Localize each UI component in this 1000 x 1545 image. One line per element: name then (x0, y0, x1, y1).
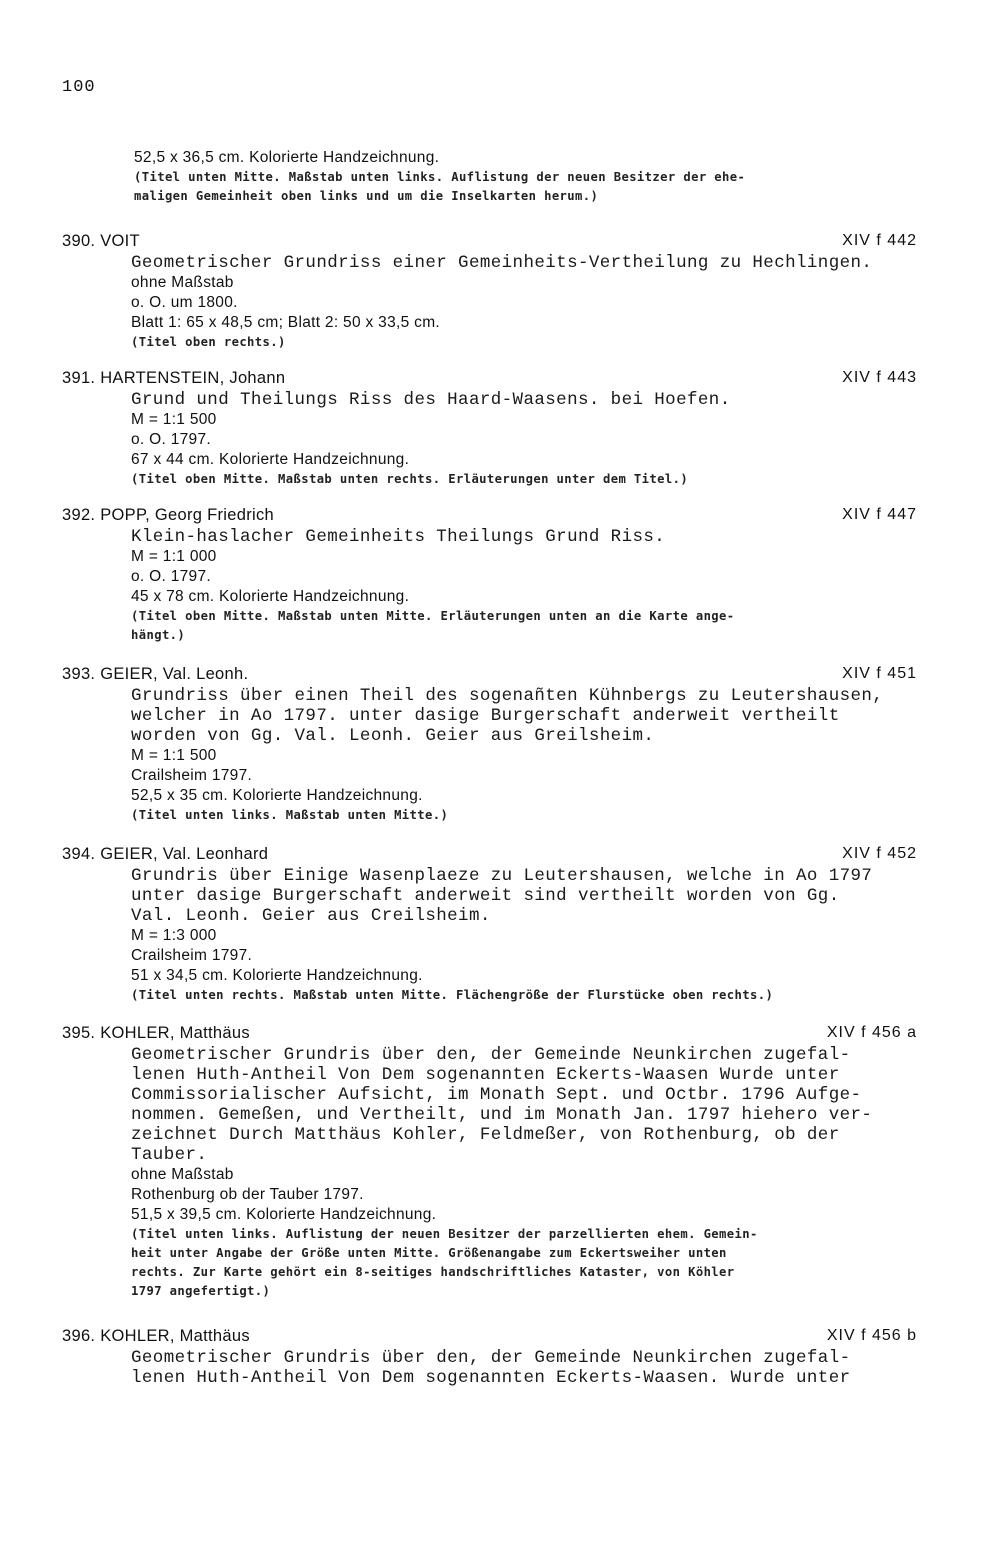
entry-heading: 394. GEIER, Val. Leonhard (62, 845, 269, 863)
entry-note: (Titel oben Mitte. Maßstab unten Mitte. Erläuterungen unten an die Karte ange- (131, 609, 735, 623)
entry-note: 1797 angefertigt.) (131, 1284, 271, 1298)
shelf-signature: XIV f 456 b (826, 1327, 917, 1344)
place-date: Crailsheim 1797. (131, 767, 253, 784)
map-title: lenen Huth-Antheil Von Dem sogenannten Eckerts-Waasen. Wurde unter (131, 1368, 851, 1388)
map-title: Tauber. (131, 1145, 208, 1165)
map-title: zeichnet Durch Matthäus Kohler, Feldmeßer, von Rothenburg, ob der (131, 1125, 840, 1145)
entry-note: rechts. Zur Karte gehört ein 8-seitiges handschriftliches Kataster, von Köhler (131, 1265, 735, 1279)
entry-note: hängt.) (131, 628, 186, 642)
shelf-signature: XIV f 443 (842, 369, 917, 386)
catalog-entry-395 (62, 1024, 957, 1301)
map-title: Klein-haslacher Gemeinheits Theilungs Grund Riss. (131, 527, 666, 547)
catalog-entry-396 (62, 1327, 957, 1388)
place-date: o. O. um 1800. (131, 294, 238, 311)
map-title: unter dasige Burgerschaft anderweit sind vertheilt worden von Gg. (131, 886, 840, 906)
scale: M = 1:3 000 (131, 927, 217, 944)
entry-note: (Titel oben Mitte. Maßstab unten rechts. Erläuterungen unter dem Titel.) (131, 472, 689, 486)
dimensions: 45 x 78 cm. Kolorierte Handzeichnung. (131, 588, 410, 605)
catalog-entry-394 (62, 845, 957, 1005)
map-title: lenen Huth-Antheil Von Dem sogenannten Eckerts-Waasen Wurde unter (131, 1065, 840, 1085)
map-title: Val. Leonh. Geier aus Creilsheim. (131, 906, 491, 926)
entry-heading: 395. KOHLER, Matthäus (62, 1024, 250, 1042)
map-title: Commissorialischer Aufsicht, im Monath Sept. und Octbr. 1796 Aufge- (131, 1085, 862, 1105)
place-date: Crailsheim 1797. (131, 947, 253, 964)
entry-note: (Titel unten rechts. Maßstab unten Mitte. Flächengröße der Flurstücke oben rechts.) (131, 988, 774, 1002)
map-title: Geometrischer Grundriss einer Gemeinheits-Vertheilung zu Hechlingen. (131, 253, 873, 273)
entry-note: (Titel unten links. Maßstab unten Mitte.) (131, 808, 449, 822)
entry-heading: 396. KOHLER, Matthäus (62, 1327, 250, 1345)
entry-note: (Titel oben rechts.) (131, 335, 286, 349)
dimensions: Blatt 1: 65 x 48,5 cm; Blatt 2: 50 x 33,5 cm. (131, 314, 441, 331)
dimensions: 51,5 x 39,5 cm. Kolorierte Handzeichnung. (131, 1206, 437, 1223)
catalog-entry-393 (62, 665, 957, 825)
dimensions: 51 x 34,5 cm. Kolorierte Handzeichnung. (131, 967, 423, 984)
map-title: Grund und Theilungs Riss des Haard-Waasens. bei Hoefen. (131, 390, 731, 410)
scale: ohne Maßstab (131, 1166, 234, 1183)
dimensions: 52,5 x 35 cm. Kolorierte Handzeichnung. (131, 787, 423, 804)
intro-line: 52,5 x 36,5 cm. Kolorierte Handzeichnung. (134, 149, 440, 166)
note-line: maligen Gemeinheit oben links und um die Inselkarten herum.) (134, 189, 599, 203)
map-title: Geometrischer Grundris über den, der Gemeinde Neunkirchen zugefal- (131, 1045, 851, 1065)
catalog-entry-391 (62, 369, 957, 489)
entry-heading: 393. GEIER, Val. Leonh. (62, 665, 249, 683)
map-title: welcher in Ao 1797. unter dasige Burgerschaft anderweit vertheilt (131, 706, 840, 726)
page-number: 100 (62, 78, 96, 97)
place-date: Rothenburg ob der Tauber 1797. (131, 1186, 364, 1203)
note-line: (Titel unten Mitte. Maßstab unten links. Auflistung der neuen Besitzer der ehe- (134, 170, 746, 184)
shelf-signature: XIV f 451 (842, 665, 917, 682)
scale: M = 1:1 500 (131, 747, 217, 764)
intro-note (134, 168, 934, 206)
scale: ohne Maßstab (131, 274, 234, 291)
catalog-entry-392 (62, 506, 957, 645)
place-date: o. O. 1797. (131, 431, 211, 448)
entry-note: heit unter Angabe der Größe unten Mitte. Größenangabe zum Eckertsweiher unten (131, 1246, 727, 1260)
map-title: Geometrischer Grundris über den, der Gemeinde Neunkirchen zugefal- (131, 1348, 851, 1368)
catalog-entry-390 (62, 232, 957, 352)
map-title: nommen. Gemeßen, und Vertheilt, und im Monath Jan. 1797 hiehero ver- (131, 1105, 873, 1125)
map-title: Grundris über Einige Wasenplaeze zu Leutershausen, welche in Ao 1797 (131, 866, 873, 886)
entry-heading: 392. POPP, Georg Friedrich (62, 506, 275, 524)
dimensions: 67 x 44 cm. Kolorierte Handzeichnung. (131, 451, 410, 468)
scale: M = 1:1 500 (131, 411, 217, 428)
shelf-signature: XIV f 456 a (826, 1024, 917, 1041)
shelf-signature: XIV f 442 (842, 232, 917, 249)
map-title: worden von Gg. Val. Leonh. Geier aus Greilsheim. (131, 726, 655, 746)
map-title: Grundriss über einen Theil des sogenañten Kühnbergs zu Leutershausen, (131, 686, 884, 706)
entry-note: (Titel unten links. Auflistung der neuen Besitzer der parzellierten ehem. Gemein- (131, 1227, 758, 1241)
shelf-signature: XIV f 447 (842, 506, 917, 523)
entry-heading: 391. HARTENSTEIN, Johann (62, 369, 286, 387)
place-date: o. O. 1797. (131, 568, 211, 585)
scale: M = 1:1 000 (131, 548, 217, 565)
entry-heading: 390. VOIT (62, 232, 140, 250)
shelf-signature: XIV f 452 (842, 845, 917, 862)
intro-continuation (134, 148, 934, 206)
